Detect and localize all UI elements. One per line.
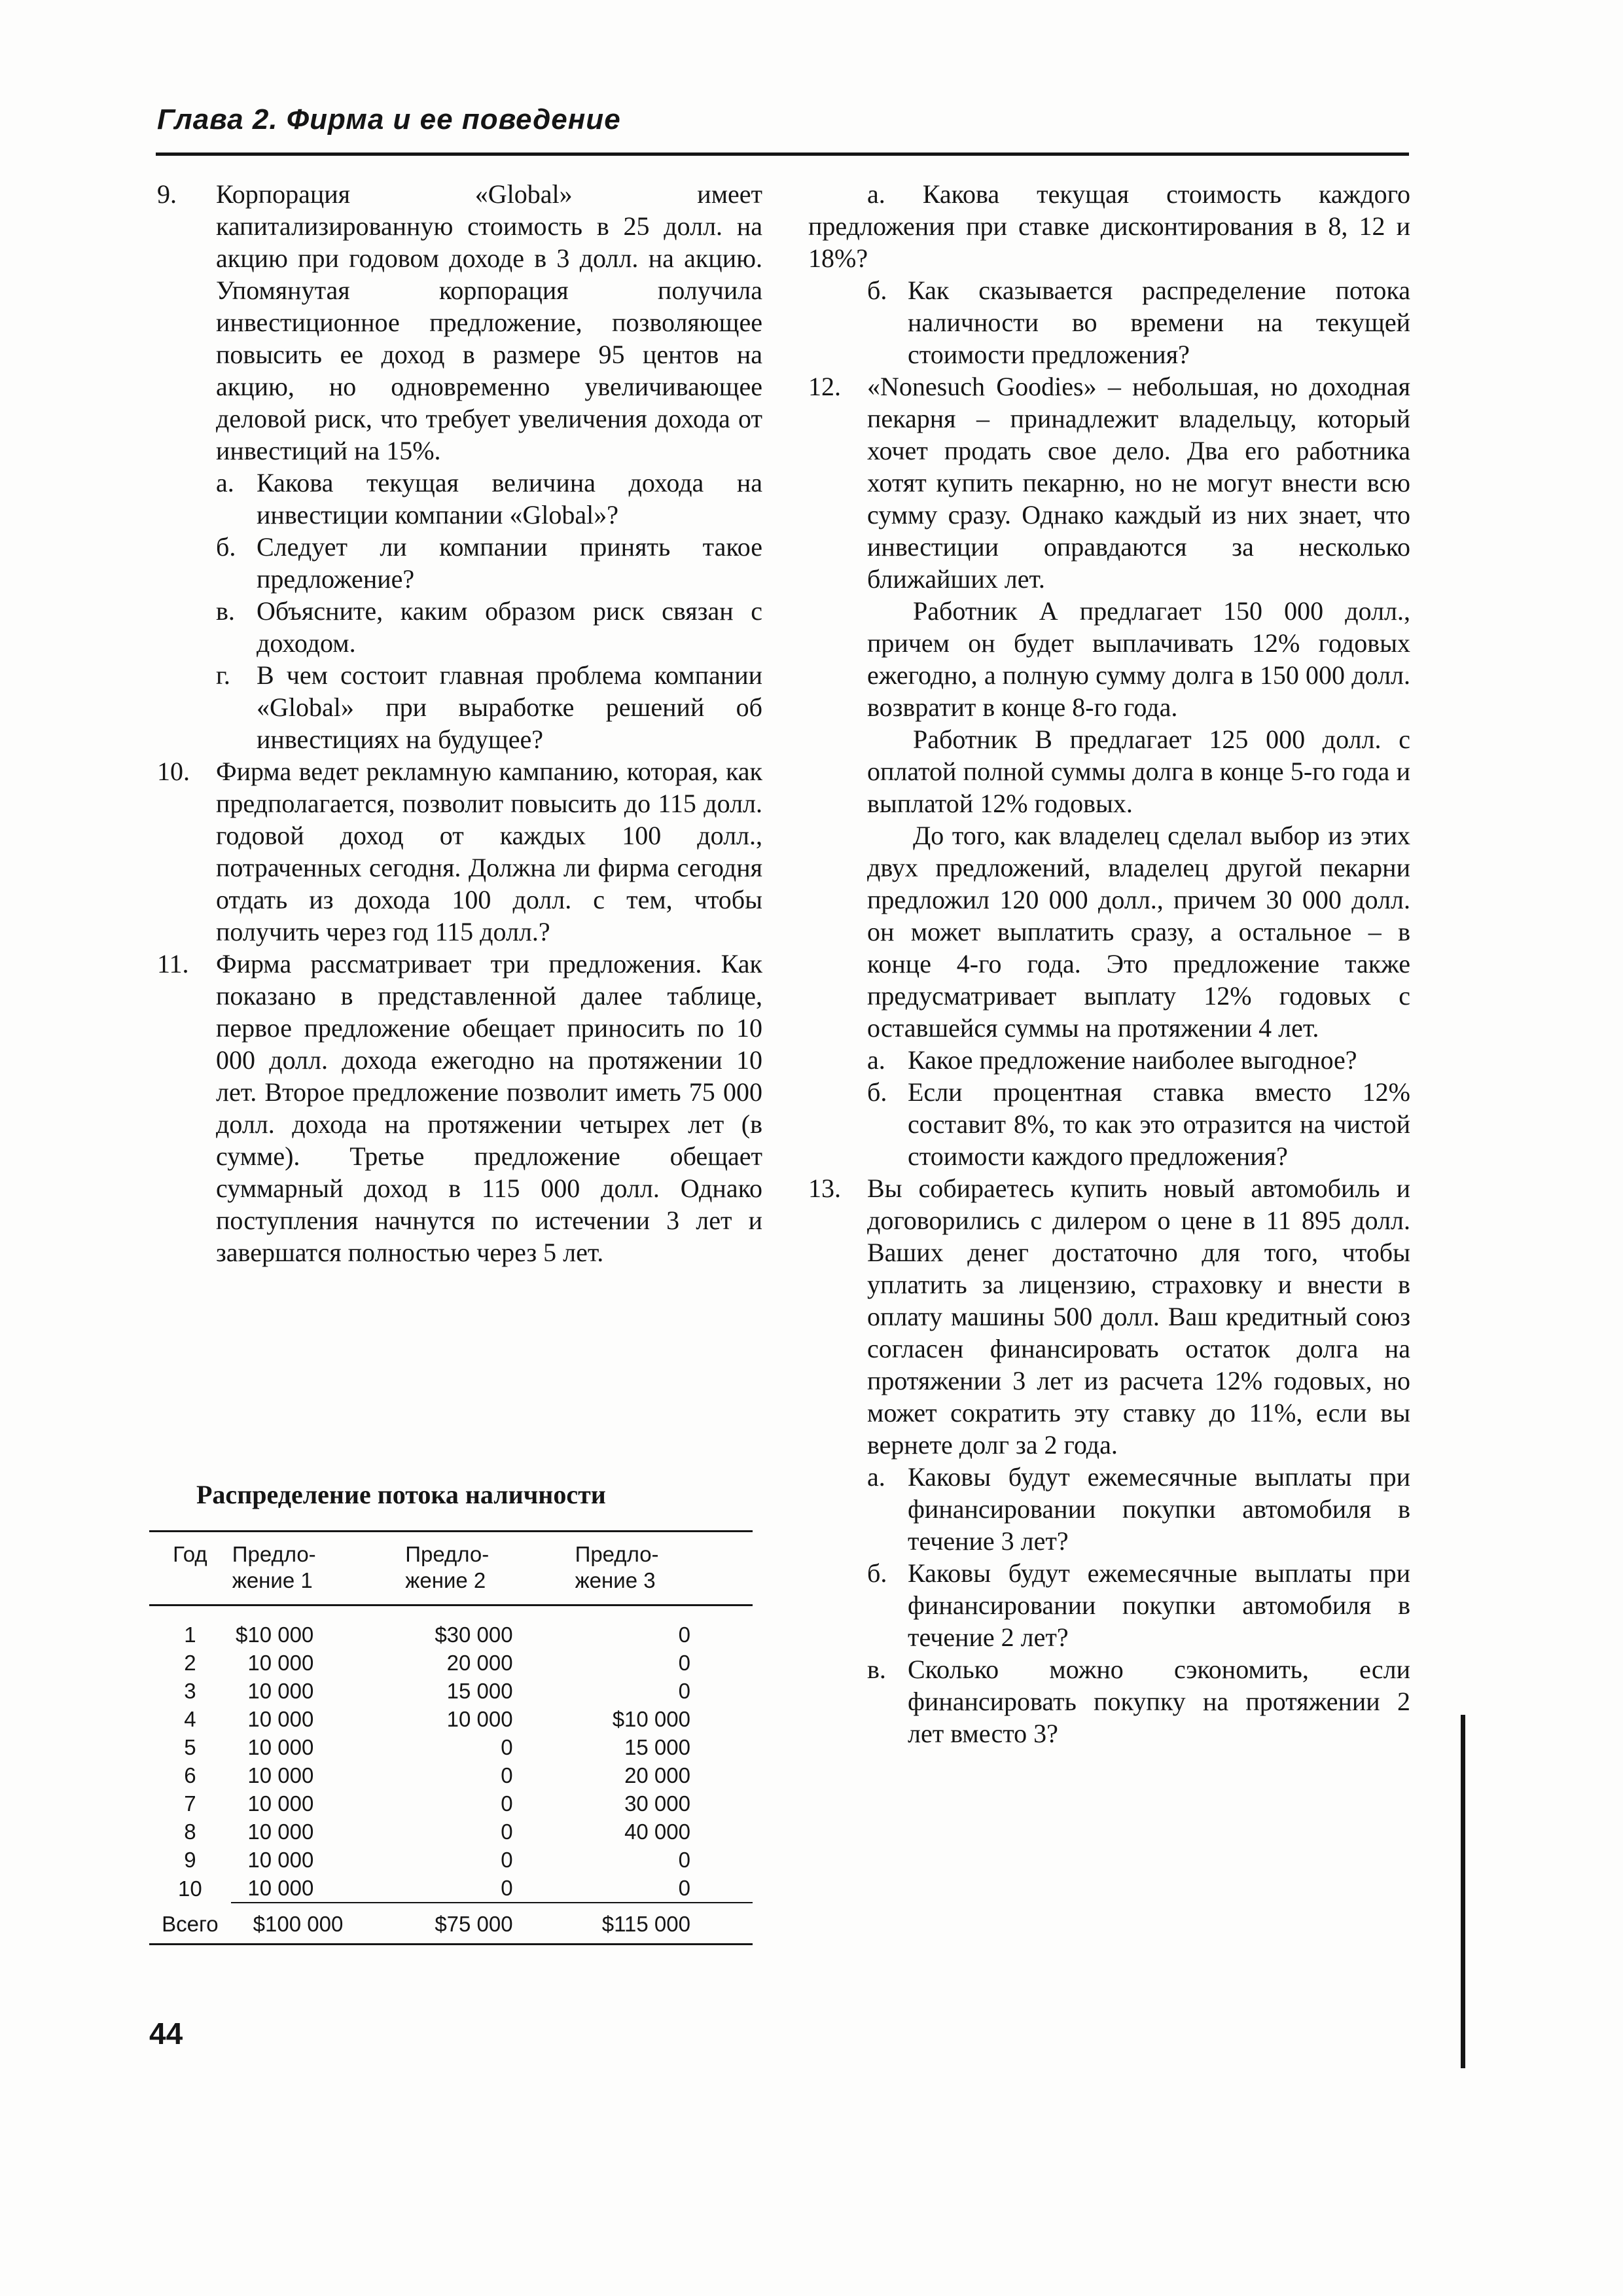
right-column	[808, 178, 1410, 1749]
cell-proposal-2: 0	[501, 1735, 513, 1759]
cell-proposal-1: 10 000	[247, 1848, 314, 1872]
cell-proposal-2: 0	[501, 1820, 513, 1844]
subquestion-label: б.	[867, 1558, 887, 1588]
cell-proposal-1: 10 000	[247, 1791, 314, 1816]
cell-year: 1	[184, 1623, 196, 1647]
cell-year: 10	[178, 1876, 202, 1901]
cash-flow-table	[149, 1530, 753, 1945]
subquestion-label: в.	[867, 1655, 886, 1684]
cell-proposal-2: 0	[501, 1791, 513, 1816]
total-proposal-2: $75 000	[405, 1903, 575, 1945]
cell-proposal-2: 0	[501, 1763, 513, 1787]
cell-proposal-2: $30 000	[435, 1623, 513, 1647]
column-header-proposal-3: Предло- жение 3	[575, 1542, 659, 1592]
cell-proposal-1: 10 000	[247, 1679, 314, 1703]
table-row	[149, 1846, 753, 1874]
cell-proposal-2: 0	[501, 1876, 513, 1900]
subquestion-label: б.	[867, 276, 887, 305]
cell-proposal-3: 0	[678, 1623, 690, 1647]
subquestion-9b	[216, 531, 762, 595]
table-row	[149, 1677, 753, 1705]
table-row	[149, 1605, 753, 1649]
total-proposal-3: $115 000	[575, 1903, 753, 1945]
subquestion-13a	[867, 1461, 1410, 1557]
subquestion-label: а.	[867, 1462, 885, 1492]
cell-proposal-1: 10 000	[247, 1735, 314, 1759]
column-header-proposal-1: Предло- жение 1	[232, 1542, 316, 1592]
question-11	[157, 948, 762, 1268]
subquestion-11a: а. Какова текущая стоимость каждого предложения при ставке дисконтирования в 8, 12 и 18%?	[808, 179, 1410, 273]
question-text: Вы собираетесь купить новый автомобиль и договорились с дилером о цене в 11 895 долл. Ваших денег достаточно для того, чтобы уплатить за лицензию, страховку и внести в оплату машины 500 долл. Ваш кредитный союз согласен финансировать остаток долга на протяжении 3 лет из расчета 12% годовых, но может сократить эту ставку до 11%, если вы вернете долг за 2 года.	[867, 1174, 1410, 1460]
subquestion-text: Каковы будут ежемесячные выплаты при финансировании покупки автомобиля в течение 3 лет?	[908, 1462, 1410, 1556]
question-number: 10.	[157, 757, 190, 786]
cell-proposal-3: 15 000	[624, 1735, 690, 1759]
subquestion-label: а.	[216, 468, 234, 497]
margin-bar	[1461, 1715, 1465, 2068]
column-header-proposal-2: Предло- жение 2	[405, 1542, 490, 1592]
subquestion-label: б.	[867, 1077, 887, 1107]
subquestion-text: Каковы будут ежемесячные выплаты при финансировании покупки автомобиля в течение 2 лет?	[908, 1558, 1410, 1652]
subquestion-label: б.	[216, 532, 236, 562]
table-row	[149, 1733, 753, 1761]
question-text: Фирма ведет рекламную кампанию, которая, как предполагается, позволит повысить до 115 долл. годовой доход от каждых 100 долл., потраченных сегодня. Должна ли фирма сегодня отдать из дохода 100 долл. с тем, чтобы получить через год 115 долл.?	[216, 757, 762, 946]
cell-proposal-1: 10 000	[247, 1651, 314, 1675]
table-row	[149, 1705, 753, 1733]
subquestion-text: Какое предложение наиболее выгодное?	[908, 1045, 1357, 1075]
cell-proposal-3: 0	[678, 1679, 690, 1703]
cell-proposal-2: 10 000	[446, 1707, 513, 1731]
table-title: Распределение потока наличности	[196, 1480, 606, 1509]
subquestion-label: в.	[216, 596, 235, 626]
cell-proposal-2: 0	[501, 1848, 513, 1872]
total-proposal-1: $100 000	[231, 1903, 406, 1945]
cell-proposal-3: 40 000	[624, 1820, 690, 1844]
subquestion-9a	[216, 467, 762, 531]
cell-year: 4	[184, 1707, 196, 1731]
subquestion-text: Сколько можно сэкономить, если финансировать покупку на протяжении 2 лет вместо 3?	[908, 1655, 1410, 1748]
subquestion-text: Как сказывается распределение потока наличности во времени на текущей стоимости предложения?	[908, 276, 1410, 369]
subquestion-11b	[867, 274, 1410, 370]
subquestion-9g	[216, 659, 762, 755]
cell-proposal-3: 0	[678, 1876, 690, 1900]
cell-proposal-3: $10 000	[612, 1707, 690, 1731]
page-number: 44	[149, 2017, 183, 2051]
total-label: Всего	[149, 1903, 231, 1945]
subquestion-12a	[867, 1044, 1410, 1076]
question-text: «Nonesuch Goodies» – небольшая, но доходная пекарня – принадлежит владельцу, который хочет продать свое дело. Два его работника хотят купить пекарню, но не могут внести всю сумму сразу. Однако каждый из них знает, что инвестиции оправдаются за несколько ближайших лет.	[867, 372, 1410, 594]
question-number: 13.	[808, 1174, 841, 1203]
subquestion-13b	[867, 1557, 1410, 1653]
cell-year: 7	[184, 1791, 196, 1816]
cell-proposal-1: $10 000	[236, 1623, 314, 1647]
question-number: 9.	[157, 179, 177, 209]
cell-proposal-3: 20 000	[624, 1763, 690, 1787]
question-13	[808, 1172, 1410, 1461]
question-12	[808, 370, 1410, 595]
cell-proposal-2: 15 000	[446, 1679, 513, 1703]
cell-year: 9	[184, 1848, 196, 1872]
cell-proposal-1: 10 000	[247, 1876, 314, 1900]
column-header-year: Год	[173, 1542, 207, 1566]
question-10	[157, 755, 762, 948]
table-row	[149, 1649, 753, 1677]
question-text: Фирма рассматривает три предложения. Как показано в представленной далее таблице, первое предложение обещает приносить по 10 000 долл. дохода ежегодно на протяжении 10 лет. Второе предложение позволит иметь 75 000 долл. дохода на протяжении четырех лет (в сумме). Третье предложение обещает суммарный доход в 115 000 долл. Однако поступления начнутся по истечении 3 лет и завершатся полностью через 5 лет.	[216, 949, 762, 1267]
cell-proposal-3: 0	[678, 1651, 690, 1675]
subquestion-text: Следует ли компании принять такое предложение?	[257, 532, 762, 594]
cell-year: 3	[184, 1679, 196, 1703]
question-9	[157, 178, 762, 467]
cell-proposal-1: 10 000	[247, 1707, 314, 1731]
chapter-header: Глава 2. Фирма и ее поведение	[157, 103, 621, 135]
table-row	[149, 1818, 753, 1846]
cell-year: 8	[184, 1820, 196, 1844]
subquestion-text: Какова текущая величина дохода на инвестиции компании «Global»?	[257, 468, 762, 529]
cell-proposal-1: 10 000	[247, 1763, 314, 1787]
table-header-row	[149, 1532, 753, 1605]
table-total-row	[149, 1903, 753, 1945]
cell-proposal-2: 20 000	[446, 1651, 513, 1675]
table-row	[149, 1874, 753, 1903]
table-row	[149, 1761, 753, 1789]
cell-proposal-1: 10 000	[247, 1820, 314, 1844]
subquestion-12b	[867, 1076, 1410, 1172]
cell-proposal-3: 0	[678, 1848, 690, 1872]
cell-year: 6	[184, 1763, 196, 1787]
subquestion-label: а.	[867, 1045, 885, 1075]
cell-year: 5	[184, 1735, 196, 1759]
subquestion-13v	[867, 1653, 1410, 1749]
paragraph-worker-b: Работник В предлагает 125 000 долл. с оплатой полной суммы долга в конце 5-го года и выплатой 12% годовых.	[867, 725, 1410, 818]
paragraph-worker-a: Работник А предлагает 150 000 долл., причем он будет выплачивать 12% годовых ежегодно, а полную сумму долга в 150 000 долл. возвратит в конце 8-го года.	[867, 596, 1410, 722]
subquestion-text: Если процентная ставка вместо 12% составит 8%, то как это отразится на чистой стоимости каждого предложения?	[908, 1077, 1410, 1171]
question-number: 12.	[808, 372, 841, 401]
header-rule	[156, 152, 1409, 156]
subquestion-label: г.	[216, 660, 230, 690]
subquestion-text: В чем состоит главная проблема компании «Global» при выработке решений об инвестициях на будущее?	[257, 660, 762, 754]
cell-year: 2	[184, 1651, 196, 1675]
question-text: Корпорация «Global» имеет капитализированную стоимость в 25 долл. на акцию при годовом доходе в 3 долл. на акцию. Упомянутая корпорация получила инвестиционное предложение, позволяющее повысить ее доход в размере 95 центов на акцию, но одновременно увеличивающее деловой риск, что требует увеличения дохода от инвестиций на 15%.	[216, 179, 762, 465]
table-row	[149, 1789, 753, 1818]
question-number: 11.	[157, 949, 189, 978]
subquestion-text: Объясните, каким образом риск связан с доходом.	[257, 596, 762, 658]
paragraph-other-bakery: До того, как владелец сделал выбор из этих двух предложений, владелец другой пекарни предложил 120 000 долл., причем 30 000 долл. он может выплатить сразу, а остальное – в конце 4-го года. Это предложение также предусматривает выплату 12% годовых с оставшейся суммы на протяжении 4 лет.	[867, 821, 1410, 1043]
left-column	[157, 178, 762, 1268]
subquestion-9v	[216, 595, 762, 659]
cell-proposal-3: 30 000	[624, 1791, 690, 1816]
